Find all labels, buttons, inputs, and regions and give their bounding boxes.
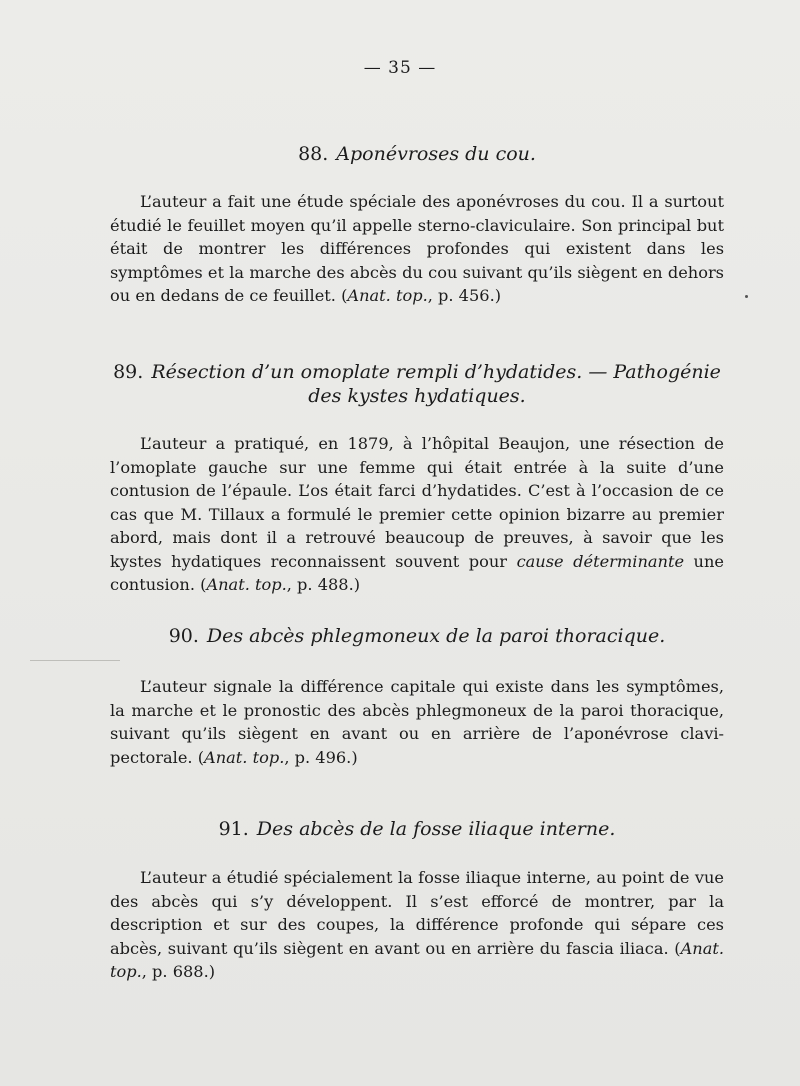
speck-mark (745, 295, 748, 298)
section-89-number: 89. (113, 361, 144, 383)
section-89-text: L’auteur a pratiqué, en 1879, à l’hôpital Beaujon, une résection de l’omoplate gauche sur une femme qui était entrée à la suite d’une contusion de l’épaule. L’os était farci d’hydatides. C’est à l’occasion de ce cas que M. Tillaux a formulé le premier cette opinion bizarre au premier abord, mais dont il a retrouvé beaucoup de preuves, à savoir que les kystes hydatiques reconnaissent souvent pour (110, 434, 724, 571)
section-88-heading (110, 142, 724, 166)
section-89-body (110, 432, 724, 597)
section-89-heading (110, 360, 724, 408)
section-89-title-a: Résection d’un omoplate rempli d’hydatides. — Pathogénie (151, 361, 721, 383)
section-91-heading (110, 817, 724, 841)
section-91-ref-source: Anat. top. (110, 938, 724, 981)
section-88-title: Aponévroses du cou. (336, 143, 536, 165)
section-89-title-line1 (110, 360, 724, 384)
section-89-ref-page: , p. 488.) (286, 575, 361, 594)
section-90-body (110, 675, 724, 769)
page-number: — 35 — (363, 58, 437, 78)
section-90-ref-page: , p. 496.) (284, 747, 358, 767)
section-90-title: Des abcès phlegmoneux de la paroi thoracique. (206, 625, 666, 647)
section-90-ref-source: Anat. top. (204, 747, 285, 767)
section-91-body (110, 866, 724, 984)
section-88-text: L’auteur a fait une étude spéciale des aponévroses du cou. Il a surtout étudié le feuillet moyen qu’il appelle sterno-claviculaire. Son principal but était de montrer les différences profondes qui existent dans les symptômes et la marche des abcès du cou suivant qu’ils siègent en dehors ou en dedans de ce feuillet. ( (110, 192, 724, 305)
section-91-title: Des abcès de la fosse iliaque interne. (256, 818, 616, 840)
section-88-body (110, 190, 724, 308)
section-89-title-b: des kystes hydatiques. (308, 385, 526, 407)
section-91-number: 91. (218, 818, 249, 840)
section-90-heading (110, 624, 724, 648)
section-89-text-mid: une contusion. ( (110, 551, 724, 594)
section-88-ref-page: , p. 456.) (427, 286, 502, 305)
bleed-through-rule (30, 660, 120, 661)
section-91-ref-page: , p. 688.) (141, 962, 216, 981)
section-88-number: 88. (298, 143, 329, 165)
section-90-number: 90. (168, 625, 199, 647)
section-89-ref-source: Anat. top. (206, 575, 287, 594)
section-91-text: L’auteur a étudié spécialement la fosse iliaque interne, au point de vue des abcès qui s’y développent. Il s’est efforcé de montrer, par la description et sur des coupes, la différence profonde qui sépare ces abcès, suivant qu’ils siègent en avant ou en arrière du fascia iliaca. ( (110, 868, 724, 958)
section-89-italic-phrase: cause déterminante (516, 551, 685, 571)
section-88-ref-source: Anat. top. (347, 286, 428, 305)
section-90-text: L’auteur signale la différence capitale qui existe dans les symptômes, la marche et le pronostic des abcès phlegmoneux de la paroi thoracique, suivant qu’ils siègent en avant ou en arrière de l’aponévrose clavi-pectorale. ( (110, 677, 724, 767)
